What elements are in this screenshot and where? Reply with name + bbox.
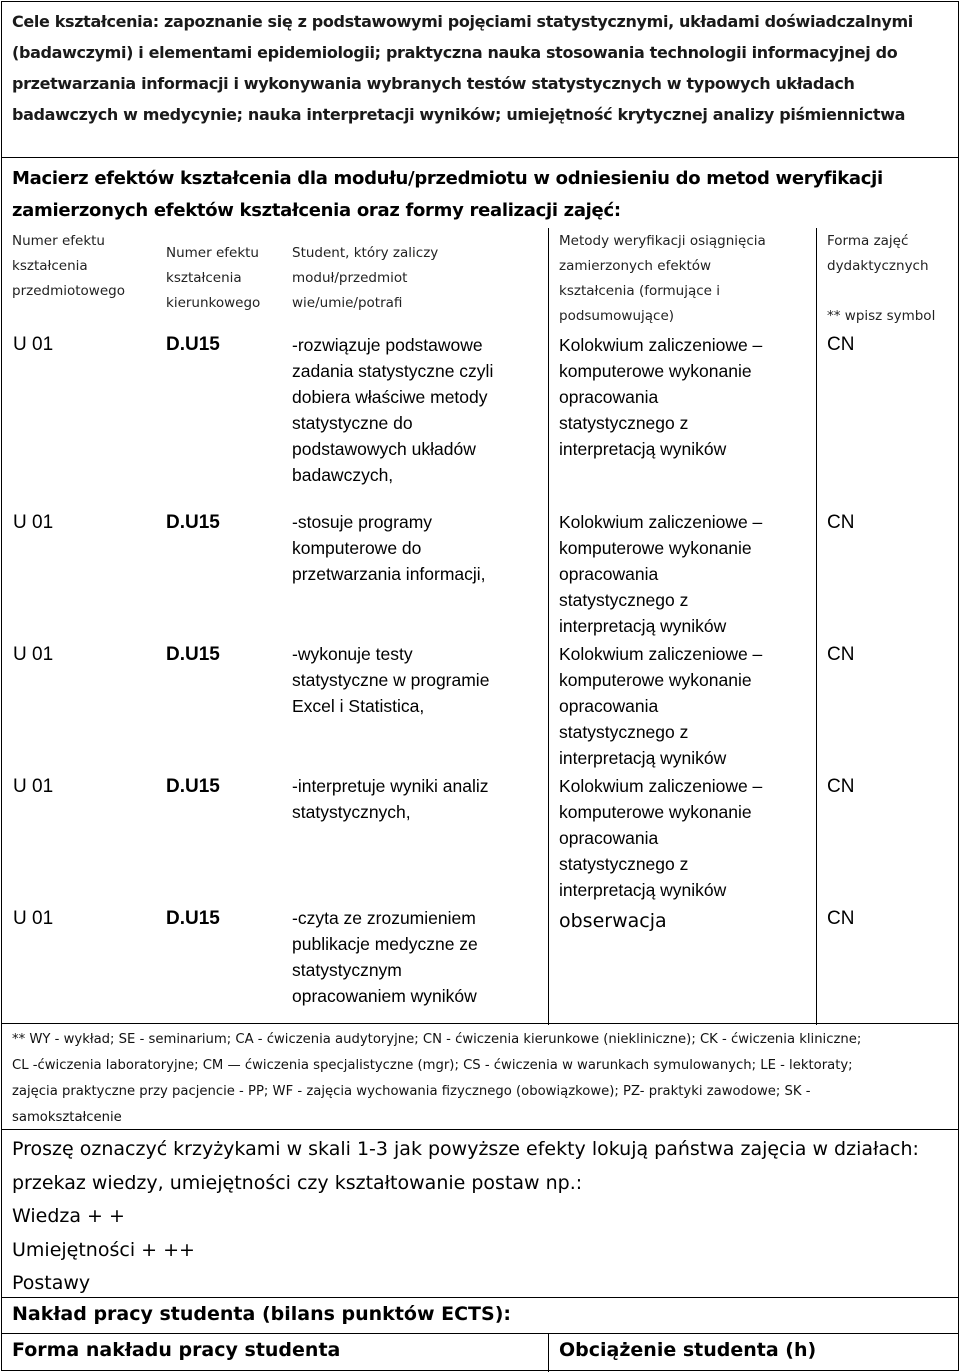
subject-code: U 01 [13,512,54,533]
class-form: CN [827,512,855,533]
method-line: statystycznego z [559,413,689,433]
header-line: Numer efektu [166,245,259,261]
effects-scale-box [1,1129,959,1298]
subject-code: U 01 [13,908,54,929]
description-line: publikacje medyczne ze [292,934,478,954]
scale-line: Proszę oznaczyć krzyżykami w skali 1-3 jak powyższe efekty lokują państwa zajęcia w działach: [12,1138,919,1160]
program-code: D.U15 [166,776,220,797]
method-line: Kolokwium zaliczeniowe – [559,644,763,664]
method-line: statystycznego z [559,590,689,610]
workload-form-header: Forma nakładu pracy studenta [12,1339,341,1361]
description-line: -stosuje programy [292,512,433,532]
header-line: kierunkowego [166,295,261,311]
header-line: dydaktycznych [827,258,929,274]
description-line: -czyta ze zrozumieniem [292,908,476,928]
description-line: -rozwiązuje podstawowe [292,335,483,355]
verification-method [559,509,762,639]
effect-description [292,332,493,488]
scale-line-knowledge: Wiedza + + [12,1205,125,1227]
description-line: podstawowych układów [292,439,476,459]
scale-line: przekaz wiedzy, umiejętności czy kształtowanie postaw np.: [12,1171,583,1194]
subject-code: U 01 [13,644,54,665]
method-line: interpretacją wyników [559,616,727,636]
method-line: opracowania [559,696,659,716]
header-line: ** wpisz symbol [827,308,936,324]
description-line: dobiera właściwe metody [292,387,488,407]
class-form: CN [827,908,855,929]
header-line: przedmiotowego [12,283,125,299]
method-line: statystycznego z [559,722,689,742]
method-line: komputerowe wykonanie [559,361,752,381]
description-line: statystycznych, [292,802,411,822]
legend-line: CL -ćwiczenia laboratoryjne; CM — ćwiczenia specjalistyczne (mgr); CS - ćwiczenia w warunkach symulowanych; LE - lektoraty; [12,1058,853,1073]
ects-title: Nakład pracy studenta (bilans punktów ECTS): [12,1303,511,1325]
method-line: interpretacją wyników [559,880,727,900]
method-line: Kolokwium zaliczeniowe – [559,776,763,796]
scale-text [12,1133,919,1301]
header-line: podsumowujące) [559,308,675,324]
method-line: opracowania [559,564,659,584]
method-line: statystycznego z [559,854,689,874]
description-line: opracowaniem wyników [292,986,477,1006]
header-verification-methods [559,229,766,329]
header-line: moduł/przedmiot [292,270,408,286]
matrix-title-line: Macierz efektów kształcenia dla modułu/przedmiotu w odniesieniu do metod weryfikacji [12,168,883,189]
header-line: Numer efektu [12,233,105,249]
class-form: CN [827,776,855,797]
matrix-title [12,163,883,227]
description-line: -interpretuje wyniki analiz [292,776,489,796]
class-form: CN [827,644,855,665]
header-line: kształcenia [166,270,242,286]
header-line: zamierzonych efektów [559,258,712,274]
subject-code: U 01 [13,334,54,355]
method-line: Kolokwium zaliczeniowe – [559,335,763,355]
header-subject-effect [12,229,125,304]
method-line: Kolokwium zaliczeniowe – [559,512,763,532]
header-line: Forma zajęć [827,233,909,249]
description-line: -wykonuje testy [292,644,413,664]
description-line: statystyczne w programie [292,670,490,690]
method-line: opracowania [559,387,659,407]
description-line: statystyczne do [292,413,413,433]
column-divider [816,228,817,1025]
header-line: Metody weryfikacji osiągnięcia [559,233,766,249]
goals-line: Cele kształcenia: zapoznanie się z podstawowymi pojęciami statystycznymi, układami doświadczalnymi [12,12,913,31]
legend-line: samokształcenie [12,1110,122,1125]
header-line: Student, który zaliczy [292,245,439,261]
program-code: D.U15 [166,908,220,929]
workload-hours-header: Obciążenie studenta (h) [559,1339,817,1361]
description-line: statystycznym [292,960,402,980]
legend-text [12,1027,948,1131]
method-line: opracowania [559,828,659,848]
method-line: komputerowe wykonanie [559,670,752,690]
scale-line-skills: Umiejętności + ++ [12,1238,195,1261]
effects-matrix [1,157,959,1024]
header-student-can [292,241,438,316]
legend-line: zajęcia praktyczne przy pacjencie - PP; WF - zajęcia wychowania fizycznego (obowiązkowe); PZ- praktyki zawodowe; SK - [12,1084,811,1099]
program-code: D.U15 [166,644,220,665]
description-line: zadania statystyczne czyli [292,361,494,381]
description-line: Excel i Statistica, [292,696,425,716]
verification-method [559,641,762,771]
program-code: D.U15 [166,512,220,533]
program-code: D.U15 [166,334,220,355]
workload-table-header [1,1333,959,1371]
method-line: komputerowe wykonanie [559,802,752,822]
effect-description [292,773,488,825]
description-line: badawczych, [292,465,394,485]
legend-line: ** WY - wykład; SE - seminarium; CA - ćwiczenia audytoryjne; CN - ćwiczenia kierunkowe (niekliniczne); CK - ćwiczenia kliniczne; [12,1032,862,1047]
description-line: przetwarzania informacji, [292,564,486,584]
verification-method [559,332,762,462]
verification-method [559,773,762,903]
ects-heading-box [1,1297,959,1334]
verification-method [559,908,667,934]
header-class-form [827,229,935,329]
header-line: kształcenia (formujące i [559,283,721,299]
scale-line-attitudes: Postawy [12,1272,91,1294]
learning-goals-text [12,6,952,130]
effect-description [292,905,478,1009]
subject-code: U 01 [13,776,54,797]
header-line [827,279,935,304]
method-line: obserwacja [559,910,667,932]
goals-line: badawczych w medycynie; nauka interpretacji wyników; umiejętność krytycznej analizy piśmiennictwa [12,105,906,124]
header-program-effect [166,241,260,316]
matrix-title-line: zamierzonych efektów kształcenia oraz formy realizacji zajęć: [12,200,621,221]
goals-line: (badawczymi) i elementami epidemiologii; praktyczna nauka stosowania technologii informacyjnej do [12,43,898,62]
class-form-legend [1,1023,959,1130]
method-line: komputerowe wykonanie [559,538,752,558]
learning-goals-box [1,1,959,158]
column-divider [548,1334,549,1372]
method-line: interpretacją wyników [559,748,727,768]
method-line: interpretacją wyników [559,439,727,459]
effect-description [292,509,486,587]
description-line: komputerowe do [292,538,422,558]
column-divider [548,228,549,1025]
header-line: wie/umie/potrafi [292,295,403,311]
effect-description [292,641,489,719]
class-form: CN [827,334,855,355]
header-line: kształcenia [12,258,88,274]
goals-line: przetwarzania informacji i wykonywania wybranych testów statystycznych w typowych układach [12,74,855,93]
